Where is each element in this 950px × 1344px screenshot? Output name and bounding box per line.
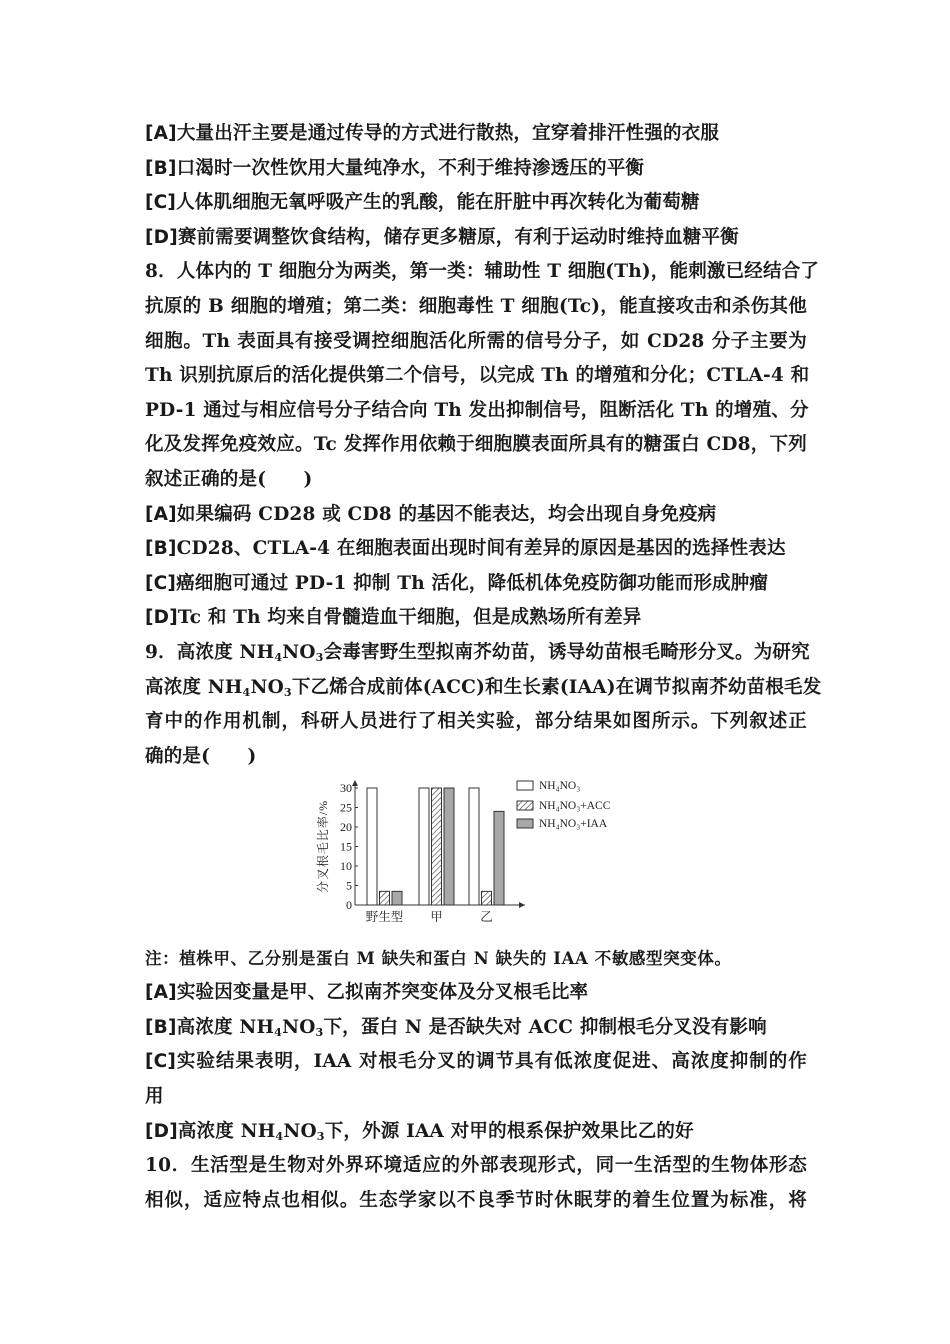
question-text-line <box>145 1149 807 1184</box>
question-text-line <box>145 705 807 740</box>
bar-chart <box>315 776 635 936</box>
text-run: 下，蛋白 N 是否缺失对 ACC 抑制根毛分叉没有影响 <box>323 1016 767 1038</box>
y-tick-label: 25 <box>340 800 352 815</box>
y-axis-label: 分叉根毛比率/% <box>316 800 330 894</box>
option-letter: [A] <box>145 503 177 525</box>
answer-option <box>145 498 807 533</box>
text-run: 化及发挥免疫效应。Tc 发挥作用依赖于细胞膜表面所具有的糖蛋白 CD8，下列 <box>145 434 807 456</box>
option-letter: [D] <box>145 607 178 629</box>
question-text-line <box>145 671 822 706</box>
bar-野生型-NH₄NO₃ <box>367 788 377 905</box>
text-run: Th 识别抗原后的活化提供第二个信号，以完成 Th 的增殖和分化；CTLA-4 和 <box>145 365 810 387</box>
question-text-line <box>145 394 807 429</box>
option-letter: [C] <box>145 1051 177 1073</box>
x-axis-arrow <box>519 902 525 908</box>
subscript: 4 <box>274 650 283 664</box>
x-tick-label: 甲 <box>430 910 443 925</box>
subscript: 4 <box>242 685 251 699</box>
bar-chart-figure <box>145 774 807 942</box>
y-tick-label: 0 <box>346 898 352 913</box>
x-tick-label: 乙 <box>480 910 493 925</box>
y-tick-label: 5 <box>346 878 352 893</box>
option-letter: [D] <box>145 226 178 248</box>
option-letter: [C] <box>145 572 177 594</box>
answer-option <box>145 1011 807 1046</box>
y-tick-label: 30 <box>340 781 352 796</box>
text-run: Tc 和 Th 均来自骨髓造血干细胞，但是成熟场所有差异 <box>177 607 642 629</box>
bar-甲-NH₄NO₃+IAA <box>444 788 454 905</box>
text-run: 育中的作用机制，科研人员进行了相关实验，部分结果如图所示。下列叙述正 <box>145 711 807 733</box>
text-run: NO <box>282 1016 316 1038</box>
option-letter: [B] <box>145 157 177 179</box>
text-run: 实验结果表明，IAA 对根毛分叉的调节具有低浓度促进、高浓度抑制的作 <box>176 1051 807 1073</box>
legend-label: NH₄NO₃+IAA <box>539 818 608 831</box>
figure-note <box>145 942 807 976</box>
bar-甲-NH₄NO₃ <box>419 788 429 905</box>
question-text-line <box>145 428 807 463</box>
option-letter: [D] <box>145 1120 178 1142</box>
answer-option <box>145 221 807 256</box>
question-text-line <box>145 740 807 775</box>
answer-option <box>145 186 807 221</box>
text-run: 实验因变量是甲、乙拟南芥突变体及分叉根毛比率 <box>176 982 589 1004</box>
question-text-line <box>145 325 807 360</box>
text-run: 下，外源 IAA 对甲的根系保护效果比乙的好 <box>324 1120 694 1142</box>
legend-label: NH₄NO₃+ACC <box>539 800 611 813</box>
text-run: 细胞。Th 表面具有接受调控细胞活化所需的信号分子，如 CD28 分子主要为 <box>145 330 807 352</box>
option-letter: [C] <box>145 192 177 214</box>
text-run: 叙述正确的是( ) <box>145 468 313 490</box>
bar-野生型-NH₄NO₃+ACC <box>380 892 390 906</box>
bar-野生型-NH₄NO₃+IAA <box>392 892 402 906</box>
y-tick-label: 20 <box>340 820 352 835</box>
option-letter: [A] <box>145 123 177 144</box>
option-letter: [B] <box>145 1016 177 1038</box>
answer-option <box>145 117 807 152</box>
question-text-line <box>145 255 820 290</box>
text-run: 会毒害野生型拟南芥幼苗，诱导幼苗根毛畸形分叉。为研究 <box>323 641 810 663</box>
x-tick-label: 野生型 <box>365 910 404 925</box>
legend-swatch <box>517 801 533 810</box>
text-run: 人体肌细胞无氧呼吸产生的乳酸，能在肝脏中再次转化为葡萄糖 <box>176 192 700 214</box>
bar-甲-NH₄NO₃+ACC <box>432 788 442 905</box>
answer-option <box>145 976 807 1011</box>
text-run: 注：植株甲、乙分别是蛋白 M 缺失和蛋白 N 缺失的 IAA 不敏感型突变体。 <box>145 949 732 969</box>
question-text-line <box>145 1184 807 1219</box>
subscript: 3 <box>315 1025 324 1039</box>
question-text-line <box>145 290 807 325</box>
text-run: NO <box>250 676 284 698</box>
bar-乙-NH₄NO₃+IAA <box>494 812 504 906</box>
subscript: 3 <box>316 1129 325 1143</box>
legend-label: NH₄NO₃ <box>539 780 581 793</box>
text-run: 下乙烯合成前体(ACC)和生长素(IAA)在调节拟南芥幼苗根毛发 <box>291 676 822 698</box>
subscript: 4 <box>274 1025 283 1039</box>
text-run: 高浓度 NH <box>145 676 243 698</box>
answer-option <box>145 532 807 567</box>
subscript: 3 <box>315 650 324 664</box>
text-run: PD-1 通过与相应信号分子结合向 Th 发出抑制信号，阻断活化 Th 的增殖、分 <box>145 399 809 421</box>
text-run: 9．高浓度 NH <box>145 641 275 663</box>
answer-option <box>145 601 807 636</box>
legend-swatch <box>517 819 533 828</box>
question-text-line <box>145 1080 807 1115</box>
text-run: 癌细胞可通过 PD-1 抑制 Th 活化，降低机体免疫防御功能而形成肿瘤 <box>176 572 769 594</box>
y-tick-label: 10 <box>340 859 352 874</box>
legend-swatch <box>517 781 533 790</box>
y-axis-arrow <box>352 780 358 786</box>
text-run: 10．生活型是生物对外界环境适应的外部表现形式，同一生活型的生物体形态 <box>145 1155 807 1177</box>
subscript: 3 <box>283 685 292 699</box>
bar-乙-NH₄NO₃+ACC <box>482 892 492 906</box>
answer-option <box>145 152 807 187</box>
text-run: 大量出汗主要是通过传导的方式进行散热，宜穿着排汗性强的衣服 <box>176 123 720 144</box>
exam-page <box>145 117 822 1218</box>
option-letter: [B] <box>145 538 177 560</box>
text-run: 如果编码 CD28 或 CD8 的基因不能表达，均会出现自身免疫病 <box>176 503 717 525</box>
text-run: 高浓度 NH <box>176 1016 275 1038</box>
answer-option <box>145 1115 807 1150</box>
text-run: NO <box>283 1120 317 1142</box>
option-letter: [A] <box>145 982 177 1004</box>
question-text-line <box>145 463 807 498</box>
text-run: 高浓度 NH <box>177 1120 276 1142</box>
text-run: 抗原的 B 细胞的增殖；第二类：细胞毒性 T 细胞(Tc)，能直接攻击和杀伤其他 <box>145 295 807 317</box>
text-run: NO <box>282 641 316 663</box>
question-text-line <box>145 636 810 671</box>
bar-乙-NH₄NO₃ <box>469 788 479 905</box>
subscript: 4 <box>275 1129 284 1143</box>
text-run: 相似，适应特点也相似。生态学家以不良季节时休眠芽的着生位置为标准，将 <box>145 1189 807 1211</box>
text-run: CD28、CTLA-4 在细胞表面出现时间有差异的原因是基因的选择性表达 <box>176 538 786 560</box>
y-tick-label: 15 <box>340 839 352 854</box>
answer-option <box>145 1045 807 1080</box>
question-text-line <box>145 359 810 394</box>
text-run: 赛前需要调整饮食结构，储存更多糖原，有利于运动时维持血糖平衡 <box>177 226 739 248</box>
text-run: 确的是( ) <box>145 745 257 767</box>
answer-option <box>145 567 807 602</box>
text-run: 8．人体内的 T 细胞分为两类，第一类：辅助性 T 细胞(Th)，能刺激已经结合了 <box>145 261 820 283</box>
text-run: 用 <box>145 1086 164 1108</box>
text-run: 口渴时一次性饮用大量纯净水，不利于维持渗透压的平衡 <box>176 157 645 179</box>
